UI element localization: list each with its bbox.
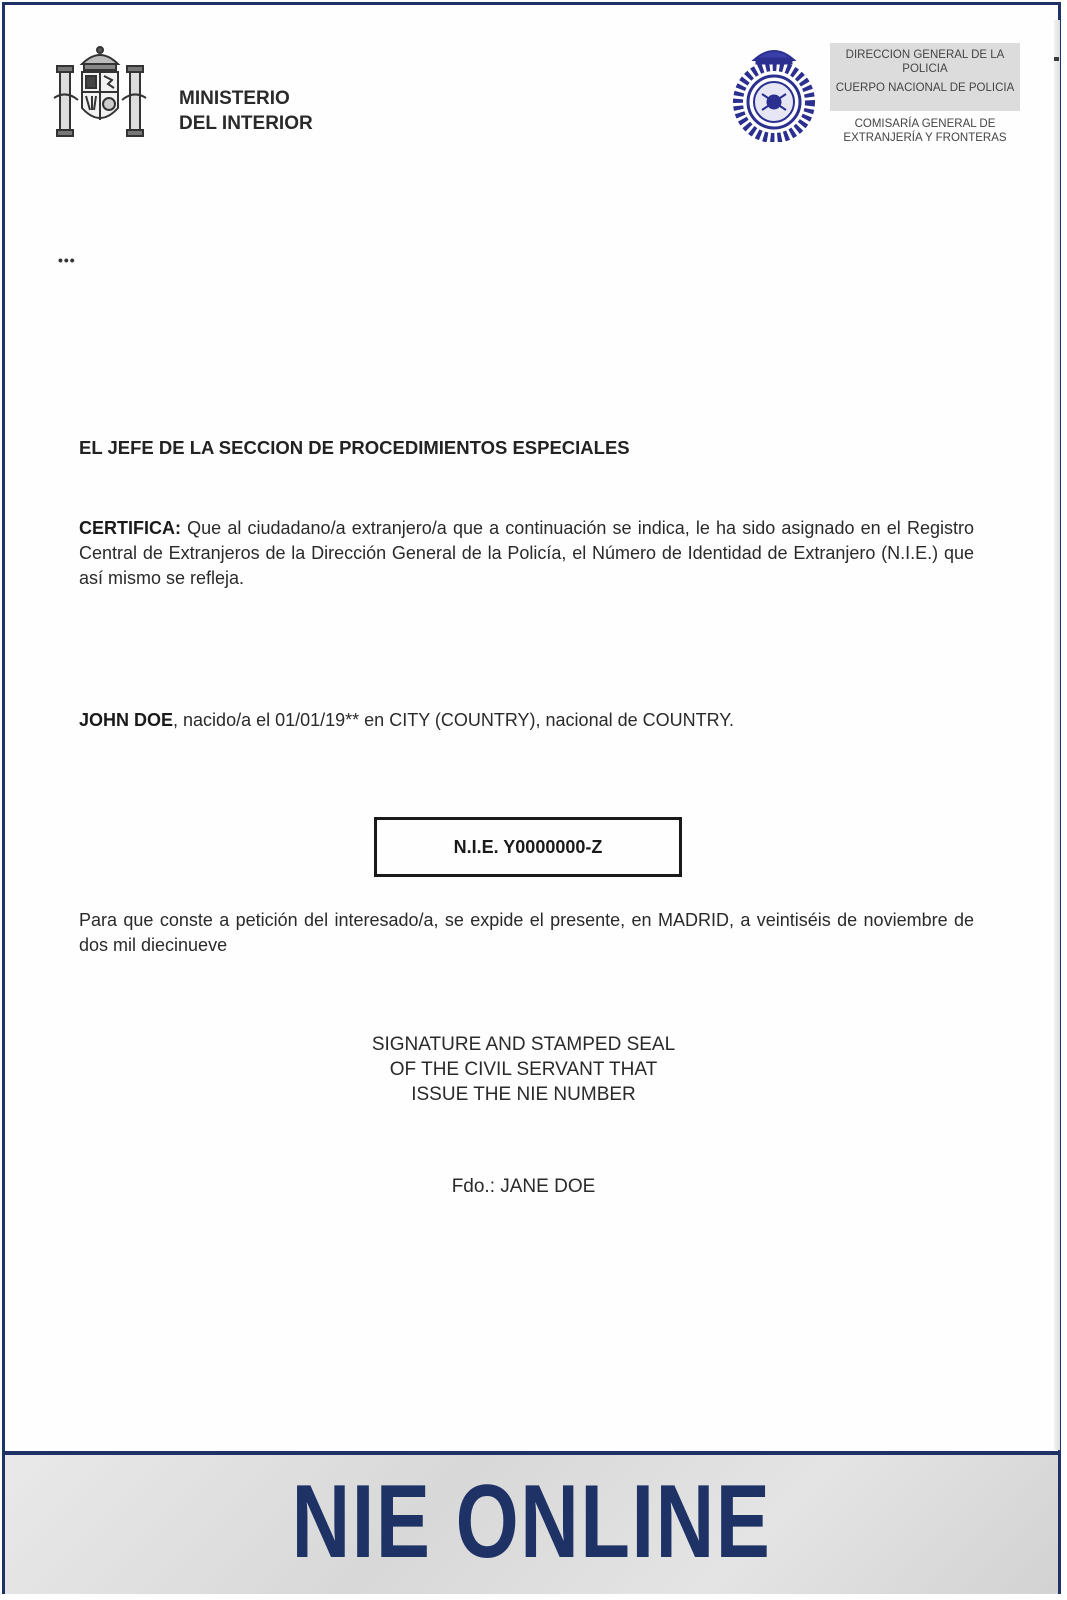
ministry-line2: DEL INTERIOR xyxy=(179,113,313,134)
ministry-name xyxy=(179,86,313,136)
police-subtitle: COMISARÍA GENERAL DE EXTRANJERÍA Y FRONTERAS xyxy=(843,118,1007,144)
sheet-edge xyxy=(1054,20,1060,1450)
page-frame xyxy=(2,2,1061,1594)
police-box-line1: DIRECCION GENERAL DE LA POLICIA xyxy=(845,49,1005,75)
issue-paragraph: Para que conste a petición del interesado/a, se expide el presente, en MADRID, a veintiséis de noviembre de dos mil diecinueve xyxy=(79,910,974,955)
signature-line2: OF THE CIVIL SERVANT THAT xyxy=(389,1059,658,1080)
signature-line3: ISSUE THE NIE NUMBER xyxy=(411,1084,636,1105)
police-header-box xyxy=(830,43,1020,111)
edge-mark xyxy=(1054,57,1059,61)
nie-number: N.I.E. Y0000000-Z xyxy=(453,836,603,857)
police-box-line2: CUERPO NACIONAL DE POLICIA xyxy=(835,82,1015,94)
footer-banner xyxy=(5,1451,1058,1594)
cert-text: Que al ciudadano/a extranjero/a que a continuación se indica, le ha sido asignado en el Registro Central de Extranjeros de la Dirección General de la Policía, el Número de Identidad de Extranjero (N.I.E.) que así mismo se refleja. xyxy=(79,518,974,588)
signature-note xyxy=(300,1032,747,1107)
policia-nacional-badge-icon xyxy=(732,44,816,142)
signature-line1: SIGNATURE AND STAMPED SEAL xyxy=(371,1034,676,1055)
spain-coat-of-arms-icon xyxy=(52,42,148,140)
nie-number-box xyxy=(374,817,682,877)
document-heading: EL JEFE DE LA SECCION DE PROCEDIMIENTOS ESPECIALES xyxy=(79,437,630,458)
ministry-line1: MINISTERIO xyxy=(179,88,290,109)
ellipsis-mark: ••• xyxy=(58,252,76,268)
banner-title: NIE ONLINE xyxy=(291,1464,772,1580)
person-paragraph xyxy=(79,708,974,733)
cert-label: CERTIFICA: xyxy=(79,518,181,538)
signed-by: Fdo.: JANE DOE xyxy=(451,1176,596,1197)
person-details: , nacido/a el 01/01/19** en CITY (COUNTRY), nacional de COUNTRY. xyxy=(173,710,734,730)
person-name: JOHN DOE xyxy=(79,710,174,730)
certification-paragraph xyxy=(79,516,974,591)
